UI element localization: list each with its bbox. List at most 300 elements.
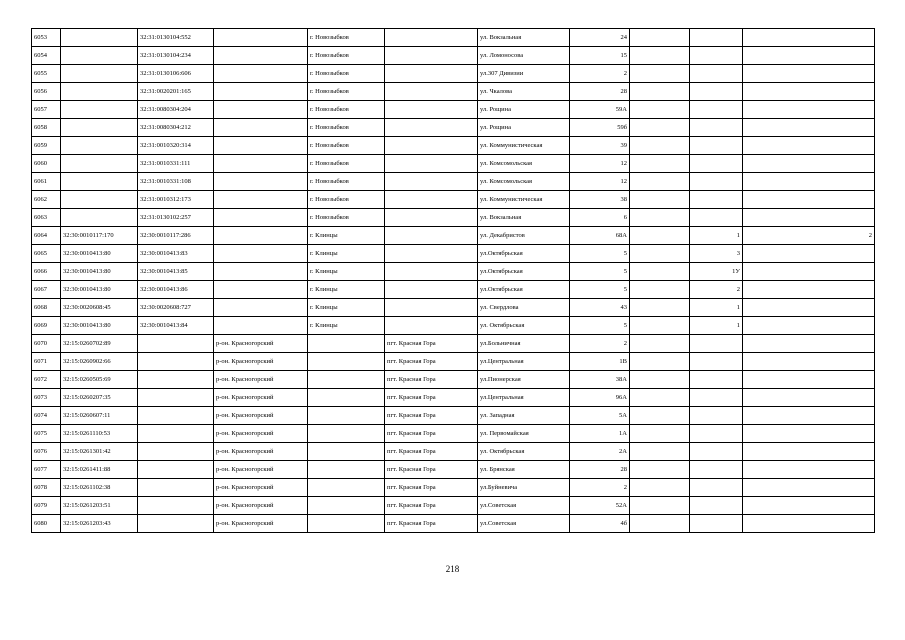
- building-cell: [630, 173, 690, 191]
- room-cell: [743, 443, 875, 461]
- district-cell: р-он. Красногорский: [214, 425, 308, 443]
- cadastral-number-cell: [138, 353, 214, 371]
- settlement-cell: [385, 245, 478, 263]
- room-cell: [743, 119, 875, 137]
- cadastral-number-cell: 32:30:0010413:83: [138, 245, 214, 263]
- city-cell: г. Клинцы: [308, 281, 385, 299]
- street-cell: ул.Советская: [478, 515, 570, 533]
- street-cell: ул. Свердлова: [478, 299, 570, 317]
- parent-cadastral-cell: [61, 209, 138, 227]
- building-cell: [630, 461, 690, 479]
- parent-cadastral-cell: [61, 101, 138, 119]
- city-cell: г. Новозыбков: [308, 173, 385, 191]
- house-number-cell: 96А: [570, 389, 630, 407]
- room-cell: [743, 245, 875, 263]
- city-cell: г. Новозыбков: [308, 47, 385, 65]
- settlement-cell: пгт. Красная Гора: [385, 371, 478, 389]
- district-cell: [214, 245, 308, 263]
- building-cell: [630, 371, 690, 389]
- street-cell: ул. Вокзальная: [478, 209, 570, 227]
- cadastral-number-cell: 32:31:0130106:606: [138, 65, 214, 83]
- table-row: [32, 227, 875, 245]
- house-number-cell: 59б: [570, 119, 630, 137]
- room-cell: [743, 353, 875, 371]
- cadastral-number-cell: 32:31:0020201:165: [138, 83, 214, 101]
- table-row: [32, 137, 875, 155]
- street-cell: ул. Декабристов: [478, 227, 570, 245]
- district-cell: [214, 101, 308, 119]
- district-cell: р-он. Красногорский: [214, 335, 308, 353]
- table-row: [32, 83, 875, 101]
- parent-cadastral-cell: [61, 137, 138, 155]
- room-cell: [743, 317, 875, 335]
- settlement-cell: пгт. Красная Гора: [385, 389, 478, 407]
- room-cell: [743, 335, 875, 353]
- row-number-cell: 6068: [32, 299, 61, 317]
- district-cell: р-он. Красногорский: [214, 389, 308, 407]
- house-number-cell: 28: [570, 461, 630, 479]
- city-cell: [308, 371, 385, 389]
- apartment-cell: [690, 101, 743, 119]
- settlement-cell: пгт. Красная Гора: [385, 443, 478, 461]
- apartment-cell: [690, 461, 743, 479]
- settlement-cell: пгт. Красная Гора: [385, 353, 478, 371]
- parent-cadastral-cell: [61, 119, 138, 137]
- table-row: [32, 389, 875, 407]
- street-cell: ул.Октябрьская: [478, 245, 570, 263]
- settlement-cell: [385, 263, 478, 281]
- apartment-cell: [690, 173, 743, 191]
- street-cell: ул. Чкалова: [478, 83, 570, 101]
- house-number-cell: 5А: [570, 407, 630, 425]
- row-number-cell: 6078: [32, 479, 61, 497]
- room-cell: [743, 497, 875, 515]
- district-cell: р-он. Красногорский: [214, 443, 308, 461]
- room-cell: [743, 47, 875, 65]
- parent-cadastral-cell: 32:15:0260902:66: [61, 353, 138, 371]
- settlement-cell: [385, 155, 478, 173]
- table-row: [32, 173, 875, 191]
- row-number-cell: 6071: [32, 353, 61, 371]
- parent-cadastral-cell: 32:15:0261110:53: [61, 425, 138, 443]
- page-number: 218: [445, 564, 460, 574]
- settlement-cell: [385, 191, 478, 209]
- apartment-cell: [690, 371, 743, 389]
- table-row: [32, 461, 875, 479]
- building-cell: [630, 101, 690, 119]
- parent-cadastral-cell: [61, 191, 138, 209]
- district-cell: р-он. Красногорский: [214, 353, 308, 371]
- table-row: [32, 335, 875, 353]
- street-cell: ул. Комсомольская: [478, 155, 570, 173]
- settlement-cell: пгт. Красная Гора: [385, 479, 478, 497]
- city-cell: [308, 479, 385, 497]
- building-cell: [630, 65, 690, 83]
- cadastral-number-cell: [138, 389, 214, 407]
- parent-cadastral-cell: 32:15:0261102:38: [61, 479, 138, 497]
- building-cell: [630, 245, 690, 263]
- table-row: [32, 497, 875, 515]
- house-number-cell: 43: [570, 299, 630, 317]
- building-cell: [630, 209, 690, 227]
- apartment-cell: [690, 353, 743, 371]
- room-cell: [743, 425, 875, 443]
- row-number-cell: 6061: [32, 173, 61, 191]
- street-cell: ул.Больничная: [478, 335, 570, 353]
- settlement-cell: [385, 281, 478, 299]
- cadastral-number-cell: 32:31:0010331:111: [138, 155, 214, 173]
- street-cell: ул.Центральная: [478, 389, 570, 407]
- room-cell: [743, 281, 875, 299]
- building-cell: [630, 479, 690, 497]
- table-row: [32, 155, 875, 173]
- row-number-cell: 6053: [32, 29, 61, 47]
- row-number-cell: 6059: [32, 137, 61, 155]
- row-number-cell: 6069: [32, 317, 61, 335]
- apartment-cell: [690, 407, 743, 425]
- row-number-cell: 6065: [32, 245, 61, 263]
- city-cell: г. Клинцы: [308, 227, 385, 245]
- room-cell: [743, 155, 875, 173]
- house-number-cell: 6: [570, 209, 630, 227]
- parent-cadastral-cell: 32:15:0261203:43: [61, 515, 138, 533]
- settlement-cell: [385, 119, 478, 137]
- building-cell: [630, 335, 690, 353]
- district-cell: [214, 83, 308, 101]
- house-number-cell: 5: [570, 245, 630, 263]
- district-cell: [214, 191, 308, 209]
- apartment-cell: [690, 65, 743, 83]
- building-cell: [630, 443, 690, 461]
- settlement-cell: [385, 299, 478, 317]
- settlement-cell: пгт. Красная Гора: [385, 335, 478, 353]
- row-number-cell: 6076: [32, 443, 61, 461]
- parent-cadastral-cell: 32:15:0260207:35: [61, 389, 138, 407]
- city-cell: г. Новозыбков: [308, 101, 385, 119]
- settlement-cell: [385, 83, 478, 101]
- city-cell: г. Новозыбков: [308, 65, 385, 83]
- settlement-cell: [385, 29, 478, 47]
- street-cell: ул. Коммунистическая: [478, 137, 570, 155]
- city-cell: г. Новозыбков: [308, 137, 385, 155]
- table-row: [32, 299, 875, 317]
- row-number-cell: 6055: [32, 65, 61, 83]
- district-cell: [214, 137, 308, 155]
- table-row: [32, 281, 875, 299]
- district-cell: [214, 47, 308, 65]
- parent-cadastral-cell: 32:15:0261301:42: [61, 443, 138, 461]
- city-cell: [308, 497, 385, 515]
- settlement-cell: пгт. Красная Гора: [385, 515, 478, 533]
- city-cell: г. Новозыбков: [308, 29, 385, 47]
- parent-cadastral-cell: 32:15:0261411:88: [61, 461, 138, 479]
- parent-cadastral-cell: 32:30:0010117:170: [61, 227, 138, 245]
- settlement-cell: [385, 101, 478, 119]
- district-cell: р-он. Красногорский: [214, 497, 308, 515]
- building-cell: [630, 47, 690, 65]
- district-cell: р-он. Красногорский: [214, 479, 308, 497]
- parent-cadastral-cell: [61, 29, 138, 47]
- city-cell: г. Клинцы: [308, 299, 385, 317]
- city-cell: [308, 335, 385, 353]
- parent-cadastral-cell: 32:15:0260702:89: [61, 335, 138, 353]
- house-number-cell: 38А: [570, 371, 630, 389]
- building-cell: [630, 407, 690, 425]
- room-cell: [743, 83, 875, 101]
- apartment-cell: [690, 29, 743, 47]
- parent-cadastral-cell: [61, 173, 138, 191]
- building-cell: [630, 119, 690, 137]
- building-cell: [630, 155, 690, 173]
- table-row: [32, 479, 875, 497]
- room-cell: [743, 299, 875, 317]
- city-cell: [308, 407, 385, 425]
- district-cell: [214, 317, 308, 335]
- city-cell: г. Новозыбков: [308, 83, 385, 101]
- house-number-cell: 28: [570, 83, 630, 101]
- settlement-cell: пгт. Красная Гора: [385, 461, 478, 479]
- room-cell: [743, 137, 875, 155]
- house-number-cell: 24: [570, 29, 630, 47]
- house-number-cell: 2А: [570, 443, 630, 461]
- house-number-cell: 1В: [570, 353, 630, 371]
- apartment-cell: [690, 443, 743, 461]
- row-number-cell: 6057: [32, 101, 61, 119]
- city-cell: г. Новозыбков: [308, 209, 385, 227]
- row-number-cell: 6070: [32, 335, 61, 353]
- district-cell: [214, 65, 308, 83]
- apartment-cell: 3: [690, 245, 743, 263]
- street-cell: ул. Коммунистическая: [478, 191, 570, 209]
- parent-cadastral-cell: 32:15:0261203:51: [61, 497, 138, 515]
- building-cell: [630, 317, 690, 335]
- city-cell: г. Новозыбков: [308, 191, 385, 209]
- street-cell: ул. Рощина: [478, 101, 570, 119]
- city-cell: [308, 443, 385, 461]
- cadastral-number-cell: [138, 479, 214, 497]
- building-cell: [630, 227, 690, 245]
- table-row: [32, 191, 875, 209]
- cadastral-number-cell: [138, 335, 214, 353]
- house-number-cell: 59А: [570, 101, 630, 119]
- room-cell: [743, 263, 875, 281]
- apartment-cell: [690, 425, 743, 443]
- row-number-cell: 6062: [32, 191, 61, 209]
- cadastral-number-cell: [138, 461, 214, 479]
- district-cell: [214, 263, 308, 281]
- row-number-cell: 6073: [32, 389, 61, 407]
- settlement-cell: пгт. Красная Гора: [385, 497, 478, 515]
- cadastral-number-cell: 32:30:0010413:85: [138, 263, 214, 281]
- house-number-cell: 68А: [570, 227, 630, 245]
- apartment-cell: 1У: [690, 263, 743, 281]
- cadastral-number-cell: 32:31:0010320:314: [138, 137, 214, 155]
- room-cell: [743, 389, 875, 407]
- table-row: [32, 443, 875, 461]
- city-cell: г. Новозыбков: [308, 119, 385, 137]
- district-cell: [214, 173, 308, 191]
- apartment-cell: [690, 47, 743, 65]
- room-cell: [743, 209, 875, 227]
- building-cell: [630, 29, 690, 47]
- street-cell: ул. Первомайская: [478, 425, 570, 443]
- table-row: [32, 425, 875, 443]
- cadastral-number-cell: 32:30:0010117:286: [138, 227, 214, 245]
- apartment-cell: [690, 83, 743, 101]
- row-number-cell: 6079: [32, 497, 61, 515]
- settlement-cell: [385, 317, 478, 335]
- street-cell: ул.Буйневича: [478, 479, 570, 497]
- room-cell: [743, 371, 875, 389]
- district-cell: р-он. Красногорский: [214, 407, 308, 425]
- cadastral-number-cell: 32:31:0010312:173: [138, 191, 214, 209]
- city-cell: г. Клинцы: [308, 317, 385, 335]
- street-cell: ул. Комсомольская: [478, 173, 570, 191]
- cadastral-number-cell: [138, 371, 214, 389]
- row-number-cell: 6074: [32, 407, 61, 425]
- cadastral-number-cell: 32:30:0010413:86: [138, 281, 214, 299]
- parent-cadastral-cell: 32:30:0010413:80: [61, 245, 138, 263]
- cadastral-number-cell: 32:31:0080304:204: [138, 101, 214, 119]
- cadastral-number-cell: [138, 497, 214, 515]
- district-cell: [214, 29, 308, 47]
- cadastral-number-cell: [138, 425, 214, 443]
- apartment-cell: [690, 335, 743, 353]
- street-cell: ул. Западная: [478, 407, 570, 425]
- cadastral-number-cell: 32:31:0130102:257: [138, 209, 214, 227]
- cadastral-number-cell: [138, 515, 214, 533]
- table-row: [32, 101, 875, 119]
- building-cell: [630, 281, 690, 299]
- city-cell: г. Клинцы: [308, 245, 385, 263]
- house-number-cell: 2: [570, 479, 630, 497]
- building-cell: [630, 425, 690, 443]
- apartment-cell: [690, 155, 743, 173]
- building-cell: [630, 83, 690, 101]
- row-number-cell: 6064: [32, 227, 61, 245]
- building-cell: [630, 353, 690, 371]
- street-cell: ул. Вокзальная: [478, 29, 570, 47]
- street-cell: ул. Рощина: [478, 119, 570, 137]
- city-cell: г. Клинцы: [308, 263, 385, 281]
- city-cell: [308, 515, 385, 533]
- table-row: [32, 263, 875, 281]
- apartment-cell: 1: [690, 227, 743, 245]
- building-cell: [630, 137, 690, 155]
- house-number-cell: 5: [570, 281, 630, 299]
- city-cell: [308, 389, 385, 407]
- table-row: [32, 209, 875, 227]
- street-cell: ул. Октябрьская: [478, 317, 570, 335]
- district-cell: [214, 119, 308, 137]
- table-row: [32, 407, 875, 425]
- house-number-cell: 2: [570, 335, 630, 353]
- settlement-cell: пгт. Красная Гора: [385, 407, 478, 425]
- house-number-cell: 39: [570, 137, 630, 155]
- cadastral-number-cell: 32:31:0010331:108: [138, 173, 214, 191]
- building-cell: [630, 191, 690, 209]
- street-cell: ул. Октябрьская: [478, 443, 570, 461]
- city-cell: г. Новозыбков: [308, 155, 385, 173]
- settlement-cell: [385, 65, 478, 83]
- building-cell: [630, 515, 690, 533]
- parent-cadastral-cell: 32:30:0010413:80: [61, 317, 138, 335]
- street-cell: ул.Советская: [478, 497, 570, 515]
- room-cell: [743, 191, 875, 209]
- city-cell: [308, 425, 385, 443]
- parent-cadastral-cell: 32:30:0020608:45: [61, 299, 138, 317]
- street-cell: ул.Пионерская: [478, 371, 570, 389]
- apartment-cell: [690, 389, 743, 407]
- parent-cadastral-cell: [61, 47, 138, 65]
- district-cell: [214, 227, 308, 245]
- house-number-cell: 1А: [570, 425, 630, 443]
- house-number-cell: 5: [570, 263, 630, 281]
- district-cell: р-он. Красногорский: [214, 371, 308, 389]
- apartment-cell: [690, 209, 743, 227]
- cadastral-number-cell: [138, 407, 214, 425]
- parent-cadastral-cell: 32:30:0010413:80: [61, 281, 138, 299]
- table-row: [32, 317, 875, 335]
- building-cell: [630, 389, 690, 407]
- apartment-cell: [690, 137, 743, 155]
- district-cell: [214, 281, 308, 299]
- row-number-cell: 6067: [32, 281, 61, 299]
- house-number-cell: 12: [570, 155, 630, 173]
- cadastral-number-cell: 32:30:0020608:727: [138, 299, 214, 317]
- row-number-cell: 6060: [32, 155, 61, 173]
- apartment-cell: [690, 515, 743, 533]
- room-cell: [743, 29, 875, 47]
- district-cell: р-он. Красногорский: [214, 461, 308, 479]
- table-row: [32, 245, 875, 263]
- room-cell: [743, 65, 875, 83]
- cadastral-number-cell: 32:30:0010413:84: [138, 317, 214, 335]
- row-number-cell: 6072: [32, 371, 61, 389]
- apartment-cell: [690, 191, 743, 209]
- row-number-cell: 6054: [32, 47, 61, 65]
- district-cell: [214, 209, 308, 227]
- room-cell: [743, 101, 875, 119]
- apartment-cell: [690, 479, 743, 497]
- table-row: [32, 119, 875, 137]
- street-cell: ул. Брянская: [478, 461, 570, 479]
- apartment-cell: [690, 497, 743, 515]
- table-row: [32, 29, 875, 47]
- settlement-cell: [385, 47, 478, 65]
- street-cell: ул.Центральная: [478, 353, 570, 371]
- settlement-cell: [385, 173, 478, 191]
- register-table: [31, 28, 875, 533]
- building-cell: [630, 263, 690, 281]
- district-cell: [214, 155, 308, 173]
- parent-cadastral-cell: [61, 83, 138, 101]
- row-number-cell: 6058: [32, 119, 61, 137]
- street-cell: ул.Октябрьская: [478, 281, 570, 299]
- room-cell: [743, 407, 875, 425]
- row-number-cell: 6056: [32, 83, 61, 101]
- room-cell: [743, 515, 875, 533]
- row-number-cell: 6066: [32, 263, 61, 281]
- apartment-cell: 2: [690, 281, 743, 299]
- table-row: [32, 47, 875, 65]
- cadastral-number-cell: 32:31:0130104:234: [138, 47, 214, 65]
- room-cell: [743, 173, 875, 191]
- street-cell: ул. Ломоносова: [478, 47, 570, 65]
- table-row: [32, 371, 875, 389]
- house-number-cell: 15: [570, 47, 630, 65]
- apartment-cell: 1: [690, 299, 743, 317]
